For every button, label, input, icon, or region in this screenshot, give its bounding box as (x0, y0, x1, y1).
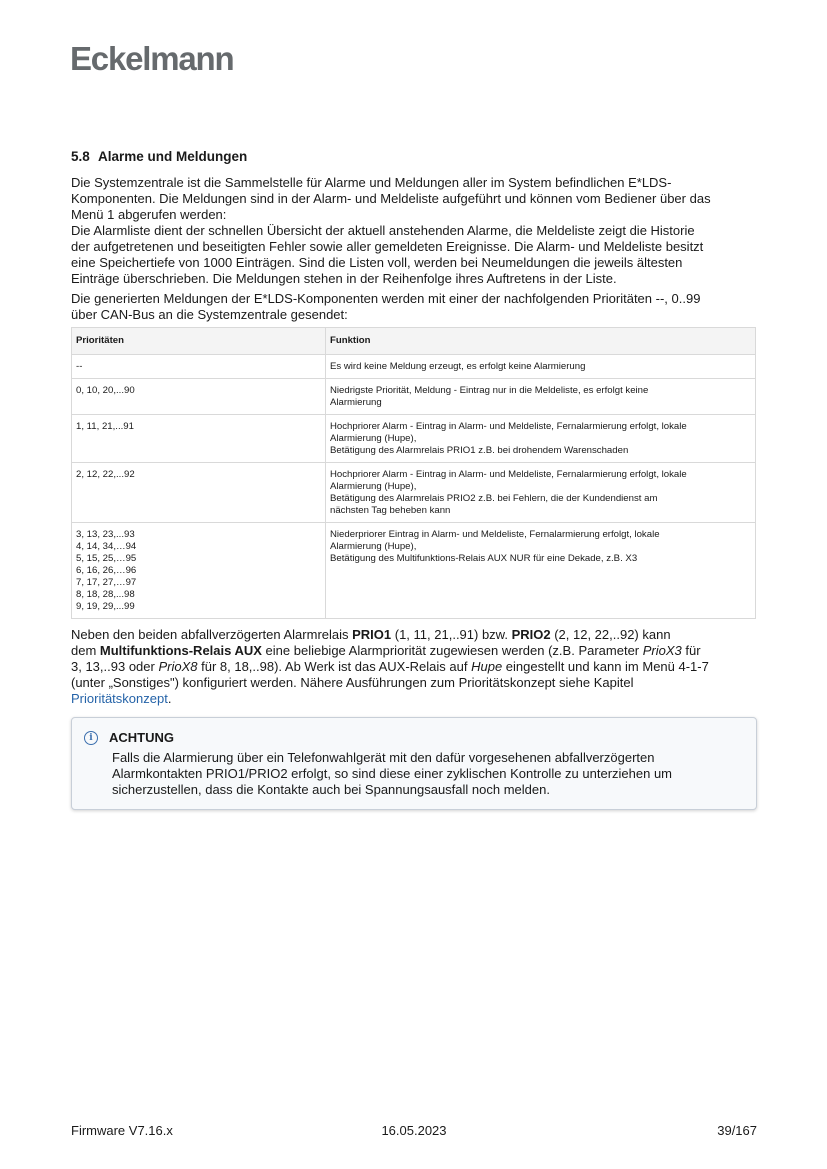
intro-line: eine Speichertiefe von 1000 Einträgen. Sind die Listen voll, werden bei Neumeldungen die jeweils ältesten (71, 255, 683, 270)
priority-cell (72, 415, 326, 463)
note-header (84, 730, 742, 745)
function-text: Alarmierung (Hupe), (330, 541, 417, 552)
text-run: Neben den beiden abfallverzögerten Alarmrelais (71, 627, 353, 642)
section-heading (71, 149, 757, 164)
function-text: Betätigung des Multifunktions-Relais AUX NUR für eine Dekade, z.B. X3 (330, 553, 638, 564)
priority-cell (72, 355, 326, 379)
warning-note (71, 717, 757, 810)
intro-line: Menü 1 abgerufen werden: (71, 207, 227, 222)
priority-value: 2, 12, 22,...92 (76, 469, 135, 480)
text-run: eine beliebige Alarmpriorität zugewiesen werden (z.B. Parameter (261, 643, 643, 658)
priority-cell (72, 379, 326, 415)
function-text: Alarmierung (330, 397, 382, 408)
intro-paragraph (71, 175, 757, 287)
priority-value: 7, 17, 27,…97 (76, 577, 137, 588)
column-header-priorities: Prioritäten (72, 328, 326, 355)
function-text: Alarmierung (Hupe), (330, 481, 417, 492)
intro-line: Komponenten. Die Meldungen sind in der Alarm- und Meldeliste aufgeführt und können vom Bediener über das (71, 191, 711, 206)
page-footer (71, 1123, 757, 1139)
intro-line: der aufgetretenen und beseitigten Fehler sowie aller gemeldeten Ereignisse. Die Alarm- und Meldeliste besitzt (71, 239, 704, 254)
table-row (72, 463, 756, 523)
function-cell (326, 379, 756, 415)
section-number: 5.8 (71, 149, 90, 164)
page-number: 39/167 (717, 1123, 757, 1138)
function-text: Betätigung des Alarmrelais PRIO2 z.B. bei Fehlern, die der Kundendienst am (330, 493, 658, 504)
prio2-term: PRIO2 (511, 627, 551, 642)
function-text: Niedrigste Priorität, Meldung - Eintrag nur in die Meldeliste, es erfolgt keine (330, 385, 649, 396)
priority-value: 8, 18, 28,...98 (76, 589, 135, 600)
intro-line: Die Alarmliste dient der schnellen Übersicht der aktuell anstehenden Alarme, die Meldeliste zeigt die Historie (71, 223, 695, 238)
priority-value: 0, 10, 20,...90 (76, 385, 135, 396)
priority-value: 9, 19, 29,...99 (76, 601, 135, 612)
text-run: dem (71, 643, 100, 658)
priority-table (71, 327, 756, 619)
priority-value: 1, 11, 21,...91 (76, 421, 134, 432)
text-run: (1, 11, 21,..91) bzw. (391, 627, 512, 642)
function-text: nächsten Tag beheben kann (330, 505, 451, 516)
intro-line: Einträge überschrieben. Die Meldungen stehen in der Reihenfolge ihres Auftretens in der Liste. (71, 271, 617, 286)
function-cell (326, 355, 756, 379)
text-run: . (167, 691, 172, 706)
page-content (71, 149, 757, 810)
function-text: Es wird keine Meldung erzeugt, es erfolgt keine Alarmierung (330, 361, 586, 372)
note-line: Falls die Alarmierung über ein Telefonwahlgerät mit den dafür vorgesehenen abfallverzögerten (112, 750, 655, 765)
text-run: für 8, 18,..98). Ab Werk ist das AUX-Relais auf (197, 659, 472, 674)
eckelmann-logo: Eckelmann (70, 40, 234, 77)
function-text: Alarmierung (Hupe), (330, 433, 417, 444)
table-intro-line: über CAN-Bus an die Systemzentrale gesendet: (71, 307, 348, 322)
function-text: Hochpriorer Alarm - Eintrag in Alarm- und Meldeliste, Fernalarmierung erfolgt, lokale (330, 421, 687, 432)
info-icon: i (84, 731, 98, 745)
priority-cell (72, 523, 326, 619)
intro-line: Die Systemzentrale ist die Sammelstelle für Alarme und Meldungen aller im System befindlichen E*LDS- (71, 175, 672, 190)
document-date: 16.05.2023 (381, 1123, 447, 1138)
note-line: sicherzustellen, dass die Kontakte auch bei Spannungsausfall noch melden. (112, 782, 550, 797)
table-row (72, 355, 756, 379)
priority-value: 4, 14, 34,…94 (76, 541, 137, 552)
function-text: Niederpriorer Eintrag in Alarm- und Meldeliste, Fernalarmierung erfolgt, lokale (330, 529, 660, 540)
note-title: ACHTUNG (109, 730, 174, 745)
table-row (72, 379, 756, 415)
priority-value: 5, 15, 25,…95 (76, 553, 137, 564)
column-header-function: Funktion (326, 328, 756, 355)
function-cell (326, 463, 756, 523)
param-priox3: PrioX3 (642, 643, 682, 658)
prio1-term: PRIO1 (352, 627, 392, 642)
text-run: für (681, 643, 701, 658)
section-title: Alarme und Meldungen (98, 149, 248, 164)
table-row (72, 523, 756, 619)
table-intro-line: Die generierten Meldungen der E*LDS-Komponenten werden mit einer der nachfolgenden Prioritäten --, 0..99 (71, 291, 701, 306)
aux-relay-term: Multifunktions-Relais AUX (99, 643, 262, 658)
note-body (112, 750, 742, 798)
priority-value: 6, 16, 26,…96 (76, 565, 137, 576)
note-line: Alarmkontakten PRIO1/PRIO2 erfolgt, so sind diese einer zyklischen Kontrolle zu unterziehen um (112, 766, 672, 781)
text-run: eingestellt und kann im Menü 4-1-7 (502, 659, 709, 674)
firmware-version: Firmware V7.16.x (71, 1123, 173, 1138)
function-cell (326, 523, 756, 619)
function-text: Hochpriorer Alarm - Eintrag in Alarm- und Meldeliste, Fernalarmierung erfolgt, lokale (330, 469, 687, 480)
prioritaetskonzept-link[interactable]: Prioritätskonzept (71, 691, 168, 706)
relay-paragraph (71, 627, 757, 707)
function-text: Betätigung des Alarmrelais PRIO1 z.B. bei drohendem Warenschaden (330, 445, 629, 456)
text-run: (2, 12, 22,..92) kann (550, 627, 671, 642)
priority-cell (72, 463, 326, 523)
table-header-row (72, 328, 756, 355)
table-row (72, 415, 756, 463)
hupe-term: Hupe (471, 659, 503, 674)
function-cell (326, 415, 756, 463)
param-priox8: PrioX8 (158, 659, 198, 674)
priority-value: -- (76, 361, 83, 372)
text-run: (unter „Sonstiges") konfiguriert werden. Nähere Ausführungen zum Prioritätskonzept siehe Kapitel (71, 675, 634, 690)
text-run: 3, 13,..93 oder (71, 659, 159, 674)
priority-value: 3, 13, 23,...93 (76, 529, 135, 540)
table-intro-paragraph (71, 291, 757, 323)
